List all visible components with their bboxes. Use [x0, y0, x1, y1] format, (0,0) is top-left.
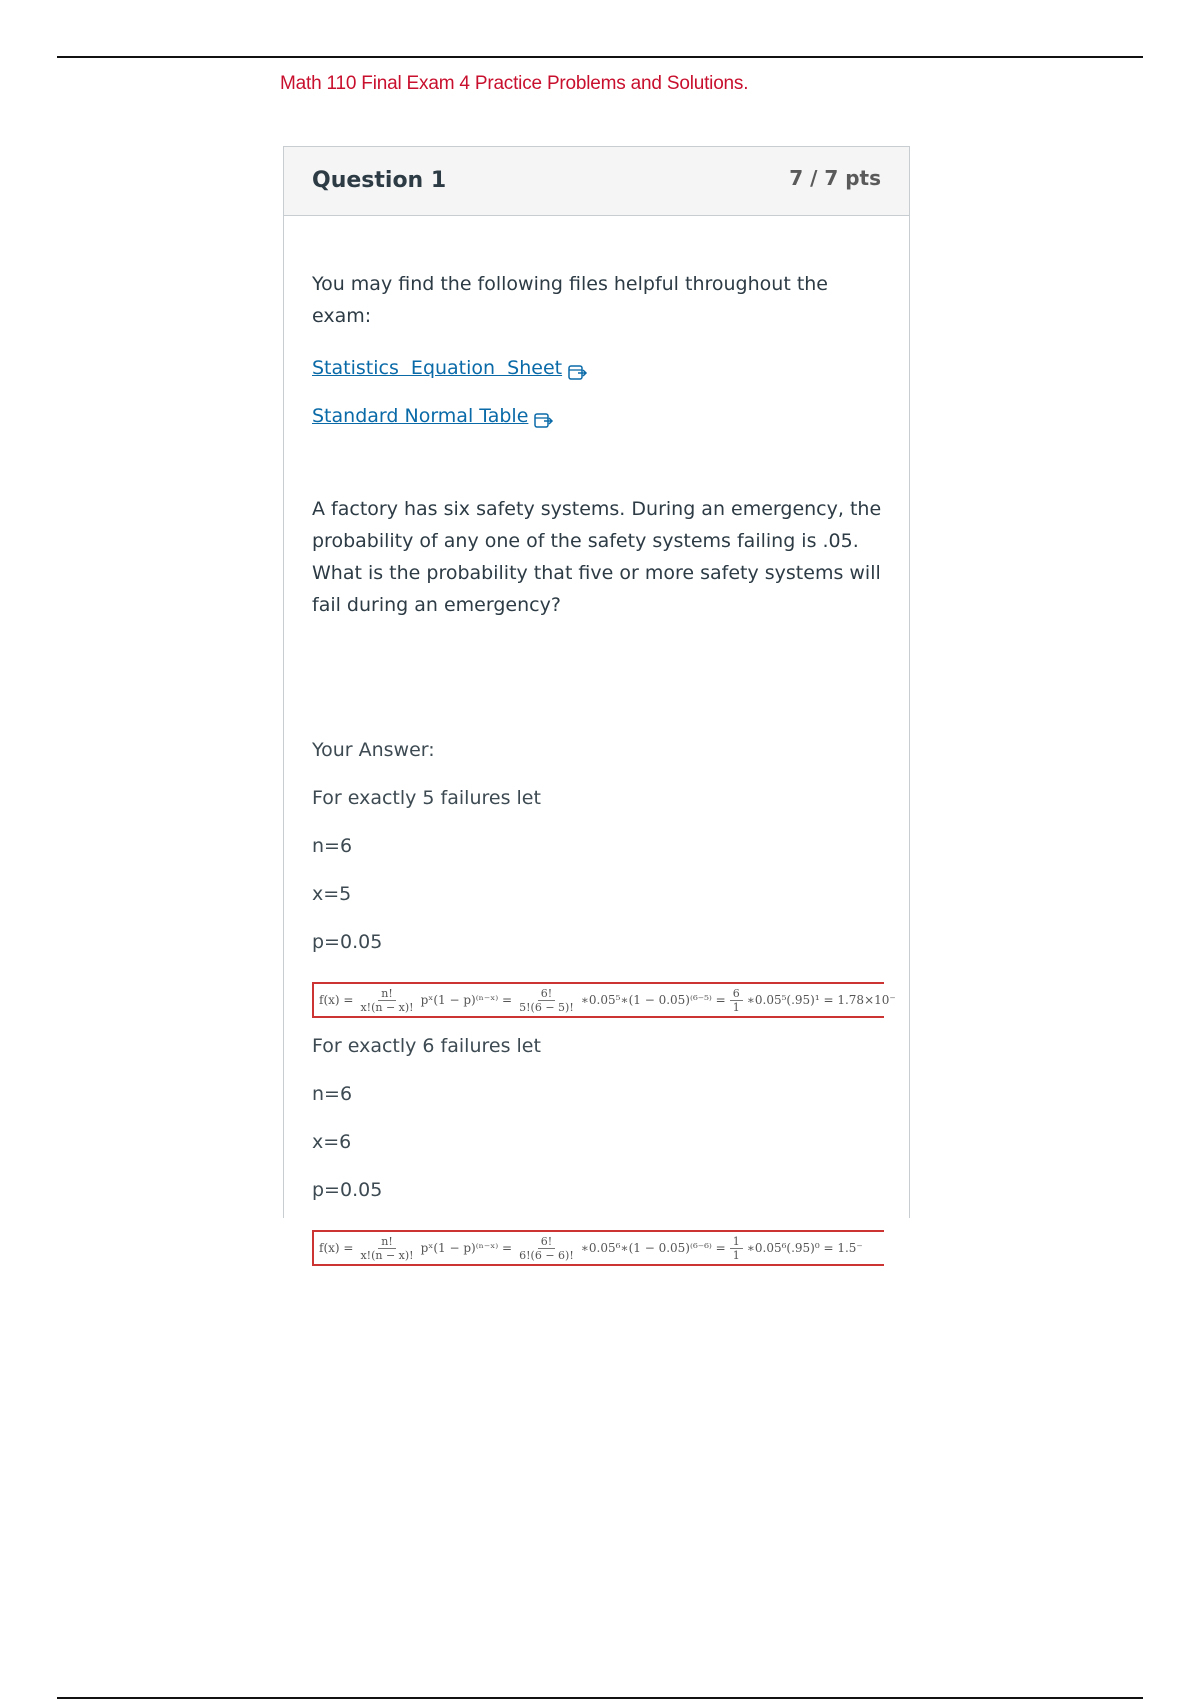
fraction-denominator: 5!(6 − 5)!: [519, 1000, 574, 1014]
part1-p-value: p=0.05: [312, 931, 383, 953]
question-name: Question 1: [312, 168, 447, 193]
formula-term: pˣ(1 − p)⁽ⁿ⁻ˣ⁾ =: [420, 1241, 513, 1255]
top-rule: [57, 56, 1143, 58]
external-link-icon: [568, 359, 588, 377]
formula-term: ∗0.05⁶∗(1 − 0.05)⁽⁶⁻⁶⁾ =: [580, 1241, 726, 1255]
formula-fraction: [357, 1235, 416, 1262]
part1-heading: For exactly 5 failures let: [312, 787, 541, 809]
formula-fraction: [730, 987, 743, 1014]
part1-formula-image: [312, 982, 896, 1018]
document-title: Math 110 Final Exam 4 Practice Problems and Solutions.: [280, 73, 749, 94]
formula-term: pˣ(1 − p)⁽ⁿ⁻ˣ⁾ =: [420, 993, 513, 1007]
question-header: [284, 147, 909, 216]
external-link-icon: [534, 407, 554, 425]
part1-n-value: n=6: [312, 835, 353, 857]
formula-fraction: [516, 1235, 577, 1262]
fraction-numerator: n!: [378, 1235, 396, 1249]
formula-lhs: f(x) =: [319, 1241, 354, 1255]
fraction-numerator: 6!: [538, 987, 555, 1001]
fraction-numerator: 6!: [538, 1235, 555, 1249]
fraction-denominator: 1: [732, 1248, 740, 1262]
standard-normal-table-link[interactable]: [312, 400, 554, 432]
fraction-denominator: 6!(6 − 6)!: [519, 1248, 574, 1262]
statistics-equation-sheet-link[interactable]: [312, 352, 588, 384]
link-label: Statistics Equation Sheet: [312, 357, 563, 379]
question-points: 7 / 7 pts: [789, 166, 881, 190]
formula-fraction: [357, 987, 416, 1014]
formula-term: ∗0.05⁵∗(1 − 0.05)⁽⁶⁻⁵⁾ =: [580, 993, 726, 1007]
part2-heading: For exactly 6 failures let: [312, 1035, 541, 1057]
fraction-numerator: n!: [378, 987, 396, 1001]
formula-result: ∗0.05⁶(.95)⁰ = 1.5⁻: [746, 1241, 863, 1255]
link-label: Standard Normal Table: [312, 405, 529, 427]
formula-fraction: [516, 987, 577, 1014]
fraction-numerator: 6: [730, 987, 743, 1001]
part2-n-value: n=6: [312, 1083, 353, 1105]
formula-fraction: [730, 1235, 743, 1262]
bottom-rule: [57, 1697, 1143, 1699]
part2-x-value: x=6: [312, 1131, 352, 1153]
part1-x-value: x=5: [312, 883, 352, 905]
formula-result: ∗0.05⁵(.95)¹ = 1.78×10⁻: [746, 993, 896, 1007]
intro-text: You may find the following files helpful throughout the exam:: [312, 273, 828, 327]
part2-formula-image: [312, 1230, 884, 1266]
answer-label: Your Answer:: [312, 739, 435, 761]
question-card: [283, 146, 910, 1262]
part2-p-value: p=0.05: [312, 1179, 383, 1201]
formula-lhs: f(x) =: [319, 993, 354, 1007]
fraction-denominator: 1: [732, 1000, 740, 1014]
fraction-denominator: x!(n − x)!: [360, 1248, 414, 1262]
fraction-numerator: 1: [730, 1235, 743, 1249]
problem-text: A factory has six safety systems. During an emergency, the probability of any one of the safety systems failing is .05. What is the probability that five or more safety systems will fail during an emergency?: [312, 498, 882, 616]
fraction-denominator: x!(n − x)!: [360, 1000, 414, 1014]
